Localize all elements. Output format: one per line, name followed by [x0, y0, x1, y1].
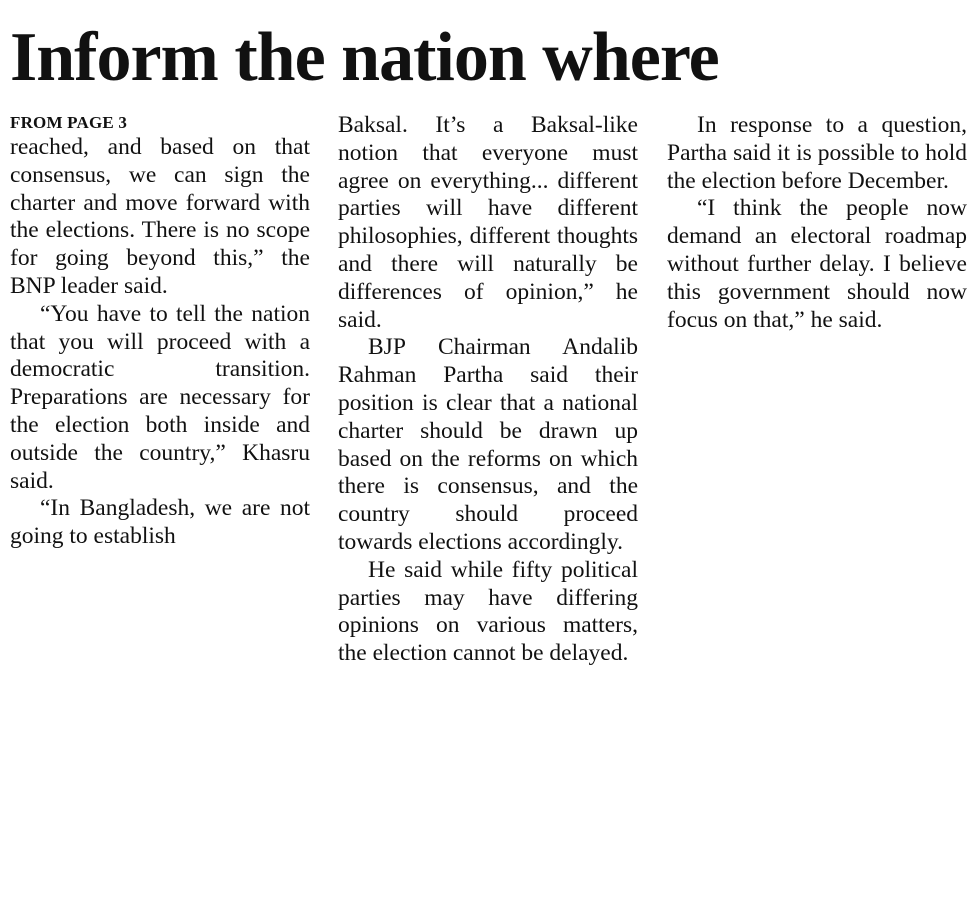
paragraph-continuation: Baksal. It’s a Baksal-like notion that everyone must agree on everything... different parties will have different philosophies, different thoughts and there will naturally be differences of opinion,” he said.	[338, 112, 638, 333]
continuation-kicker: FROM PAGE 3	[10, 113, 128, 132]
paragraph: “In Bangladesh, we are not going to establish	[10, 495, 310, 550]
article-column-2	[338, 112, 638, 668]
headline: Inform the nation where	[10, 19, 719, 96]
paragraph: “I think the people now demand an electoral roadmap without further delay. I believe this government should now focus on that,” he said.	[667, 195, 967, 333]
article-column-3	[667, 112, 967, 334]
paragraph: “You have to tell the nation that you will proceed with a democratic transition. Preparations are necessary for the election both inside and outside the country,” Khasru said.	[10, 300, 310, 494]
paragraph: In response to a question, Partha said it is possible to hold the election before December.	[667, 112, 967, 194]
paragraph: BJP Chairman Andalib Rahman Partha said their position is clear that a national charter should be drawn up based on the reforms on which there is consensus, and the country should proceed towards elections accordingly.	[338, 334, 638, 555]
paragraph: He said while fifty political parties may have differing opinions on various matters, the election cannot be delayed.	[338, 556, 638, 667]
article-column-1	[10, 112, 310, 551]
paragraph-continuation: reached, and based on that consensus, we can sign the charter and move forward with the elections. There is no scope for going beyond this,” the BNP leader said.	[10, 134, 310, 299]
